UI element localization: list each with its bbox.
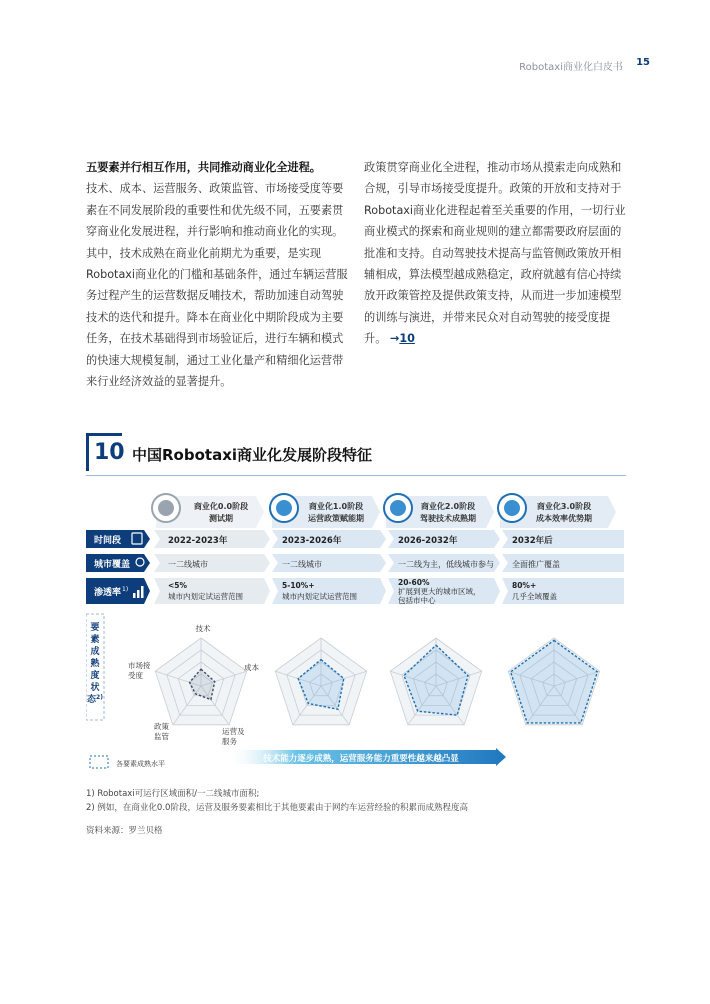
axis-label-ops-2: 服务 [222,737,237,746]
svg-text:1): 1) [122,586,129,593]
legend-label: 各要素成熟水平 [116,760,165,768]
right-paragraph: 政策贯穿商业化全进程，推动市场从摸索走向成熟和合规，引导市场接受度提升。政策的开放和支持对于Robotaxi商业化进程起着至关重要的作用，一切行业商业模式的探索和商业规则的建立都需要政府层面的批准和支持。自动驾驶技术提高与监管侧政策放开相辅相成，算法模型越成熟稳定，政府就越有信心持续放开政策管控及提供政策支持，从而进一步加速模型的训练与演进，并带来民众对自动驾驶的接受度提升。 [364,161,626,346]
banner-text: 技术能力逐步成熟，运营服务能力重要性越来越凸显 [263,754,459,764]
row-label-penetration [86,578,150,604]
period-cell: 2026-2032年 [398,536,458,546]
figure-title-rule [86,475,626,476]
svg-text:时间段: 时间段 [94,536,122,546]
svg-text:城市覆盖: 城市覆盖 [94,560,131,570]
page-number: 15 [636,57,650,68]
legend [90,756,165,768]
stage-title: 商业化2.0阶段 [420,502,476,511]
axis-label-market-2: 受度 [128,671,143,680]
period-cell: 2022-2023年 [168,536,228,546]
axis-label-ops-1: 运营及 [222,727,245,736]
car-badge-icon [504,500,520,516]
maturity-label-char: 要 [90,623,100,633]
stage-subtitle: 成本效率优势期 [536,514,592,523]
car-badge-icon [158,500,174,516]
radar-chart-stage-3 [508,638,599,725]
lead-sentence: 五要素并行相互作用，共同推动商业化全进程。 [86,161,321,174]
axis-label-market-1: 市场接 [128,661,151,670]
stage-header-2 [384,494,494,528]
coverage-cell: 一二线为主，低线城市参与 [398,560,494,569]
stage-header-3 [498,494,616,528]
right-column [364,157,630,350]
period-cell: 2032年后 [512,536,553,546]
row-label-period [86,530,150,548]
left-column [86,157,351,392]
penetration-value: 80%+ [512,581,537,590]
coverage-row [154,554,624,572]
stage-diagram [86,478,628,778]
penetration-value: 5-10%+ [282,581,315,590]
arrow-right-icon: → [389,332,400,346]
period-cell: 2023-2026年 [282,536,342,546]
axis-label-tech: 技术 [195,624,211,633]
penetration-desc-2: 包括市中心 [398,596,436,605]
stage-header-1 [270,494,380,528]
row-label-coverage [86,554,150,572]
penetration-row [154,578,624,605]
coverage-cell: 一二线城市 [282,560,322,569]
svg-text:渗透率: 渗透率 [94,588,122,598]
radar-maturity-polygon [511,640,598,723]
stage-title: 商业化3.0阶段 [536,502,592,511]
maturity-label-char: 度 [90,671,100,681]
figure-number: 10 [94,440,125,465]
penetration-desc: 城市内划定试运营范围 [168,592,243,601]
radar-chart-stage-0 [155,638,246,725]
coverage-cell: 全面推广覆盖 [512,560,560,569]
maturity-label-char: 成 [90,647,100,657]
figure-notes [86,787,468,815]
stage-title: 商业化0.0阶段 [193,502,249,511]
stage-subtitle: 测试期 [209,514,233,523]
axis-label-policy-2: 监管 [154,732,169,741]
maturity-label-char: 素 [90,635,100,645]
stage-subtitle: 驾驶技术成熟期 [420,514,476,523]
radar-chart-stage-1 [275,638,366,725]
stage-subtitle: 运营政策赋能期 [308,514,364,523]
figure-reference-number: 10 [399,332,415,346]
stage-title: 商业化1.0阶段 [308,502,364,511]
penetration-desc: 几乎全域覆盖 [512,592,557,601]
axis-label-cost: 成本 [244,663,259,672]
svg-text:要素成熟度状态2) [87,621,103,705]
maturity-label-char: 态 [87,695,97,705]
left-paragraph: 技术、成本、运营服务、政策监管、市场接受度等要素在不同发展阶段的重要性和优先级不同，五要素贯穿商业化发展进程，并行影响和推动商业化的实现。其中，技术成熟在商业化前期尤为重要，是实现Robotaxi商业化的门槛和基础条件，通过车辆运营服务过程产生的运营数据反哺技术，帮助加速自动驾驶技术的迭代和提升。降本在商业化中期阶段成为主要任务，在技术基础得到市场验证后，进行车辆和模式的快速大规模复制，通过工业化量产和精细化运营带来行业经济效益的显著提升。 [86,182,348,389]
penetration-desc: 扩展到更大的城市区域， [398,587,481,596]
coverage-cell: 一二线城市 [168,560,208,569]
source-line: 资料来源：罗兰贝格 [86,826,163,836]
axis-label-policy-1: 政策 [154,722,169,731]
note-2: 2) 例如，在商业化0.0阶段，运营及服务要素相比于其他要素由于网约车运营经验的积累而成熟程度高 [86,803,468,813]
radar-charts [155,638,599,725]
trend-banner [226,748,506,766]
maturity-label-char: 熟 [90,659,100,669]
car-badge-icon [390,500,406,516]
figure-reference-link[interactable] [390,332,415,345]
period-row [154,530,624,548]
maturity-label-char: 状 [90,683,100,693]
maturity-side-label [86,614,104,720]
figure-title: 中国Robotaxi商业化发展阶段特征 [132,446,373,464]
penetration-desc: 城市内划定试运营范围 [282,592,357,601]
car-badge-icon [276,500,292,516]
maturity-label-sup: 2) [96,694,103,701]
penetration-value: <5% [168,581,188,590]
note-1: 1) Robotaxi可运行区域面积/一二线城市面积; [86,789,260,799]
stage-header-0 [152,494,264,528]
penetration-value: 20-60% [398,578,430,587]
legend-swatch [90,756,108,768]
header-title: Robotaxi商业化白皮书 [519,62,623,73]
radar-chart-stage-2 [390,638,481,725]
